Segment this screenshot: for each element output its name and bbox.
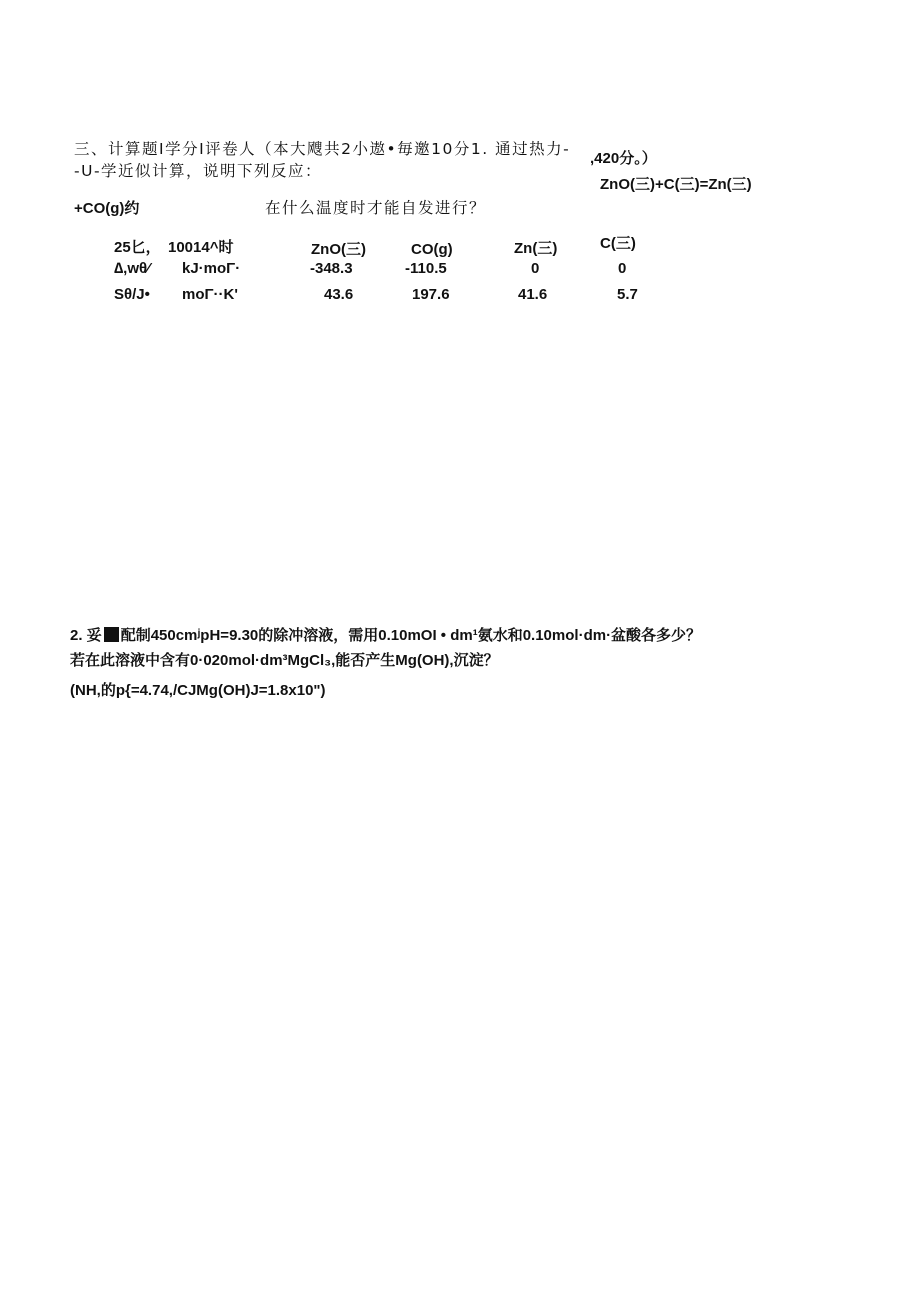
header-pressure-label: 10014^时 <box>168 239 234 256</box>
table-header-row <box>0 237 920 259</box>
header-col-zno: ZnO(三) <box>311 241 366 258</box>
enthalpy-c: 0 <box>618 260 627 277</box>
table-row <box>0 258 920 280</box>
enthalpy-zn: 0 <box>531 260 540 277</box>
section3-line1: 三、计算题I学分I评卷人（本大飕共2小遨•毎邀10分1. 通过热力- <box>74 140 571 158</box>
row-enthalpy-unit: kJ·moΓ· <box>182 260 241 277</box>
entropy-c: 5.7 <box>617 286 638 303</box>
reaction-equation: ZnO(三)+C(三)=Zn(三) <box>600 176 752 193</box>
question1-prompt: 在什么温度时才能自发进行？ <box>265 199 487 217</box>
reaction-continuation: +CO(g)约 <box>74 200 140 217</box>
enthalpy-zno: -348.3 <box>310 260 353 277</box>
question2-number: 2. 妥 <box>70 627 102 644</box>
table-row <box>0 284 920 306</box>
header-temp-label: 25匕， <box>114 239 161 256</box>
header-col-zn: Zn(三) <box>514 240 558 257</box>
section3-score-note: ,420分。） <box>590 150 657 167</box>
redaction-block-icon <box>104 627 119 642</box>
question2-line2: 若在此溶液中含有0·020mol·dm³MgCl₃,能否产生Mg(OH),沉淀？ <box>70 652 499 669</box>
question2-text: 配制450cmʲpH=9.30的除冲溶液，需用0.10mOI • dm¹氨水和0.10mol·dm·盆酸各多少？ <box>120 627 702 644</box>
section3-heading <box>74 140 570 159</box>
entropy-co: 197.6 <box>412 286 450 303</box>
row-enthalpy-label: ∆,wθ⁄ <box>114 260 150 277</box>
row-entropy-unit: moΓ··K' <box>182 286 238 303</box>
entropy-zn: 41.6 <box>518 286 548 303</box>
header-col-co: CO(g) <box>411 241 453 258</box>
section3-line2: -U-学近似计算，说明下列反应： <box>74 162 323 180</box>
enthalpy-co: -110.5 <box>405 260 447 277</box>
entropy-zno: 43.6 <box>324 286 354 303</box>
header-col-c: C(三) <box>600 235 636 252</box>
question2-line1 <box>70 627 701 645</box>
question2-constants: (NH,的p{=4.74,/CJMg(OH)J=1.8x10") <box>70 682 326 699</box>
row-entropy-label: Sθ/J• <box>114 286 150 303</box>
